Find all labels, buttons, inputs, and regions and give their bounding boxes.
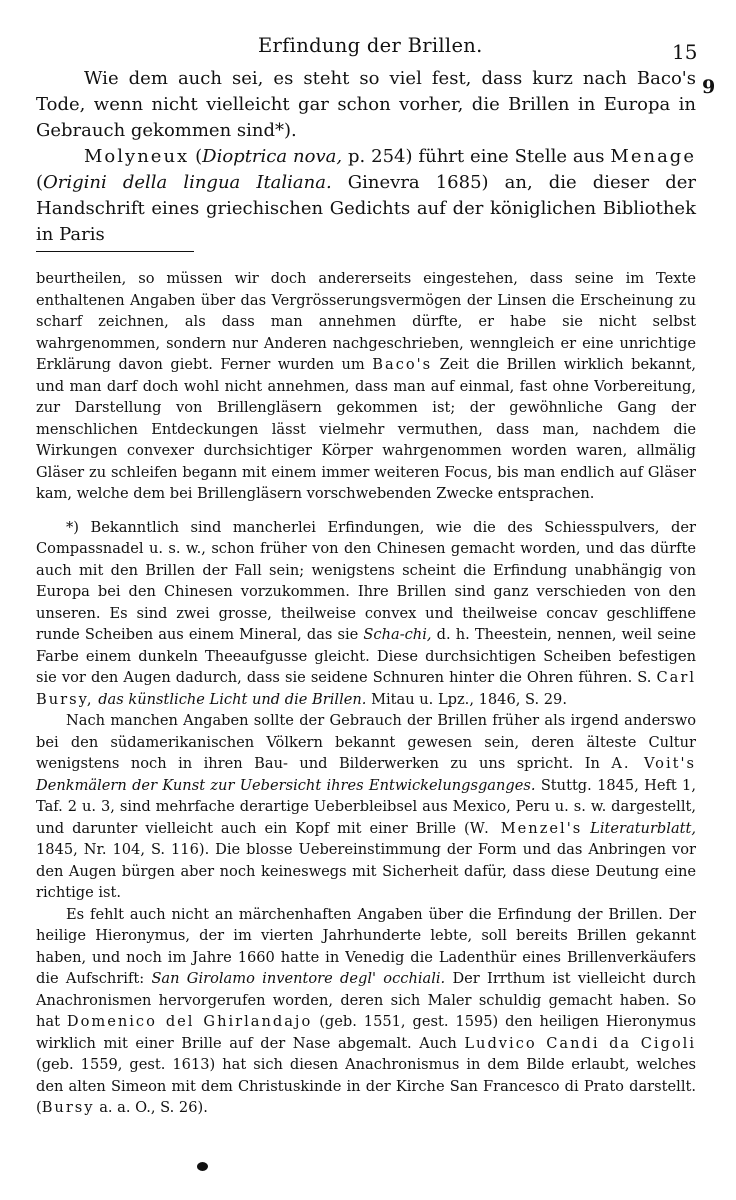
author-name-molyneux: Molyneux	[84, 146, 190, 167]
ink-blot	[197, 1162, 208, 1171]
author-name-baco: Baco's	[372, 356, 433, 373]
footnotes	[36, 268, 696, 1119]
main-text	[36, 66, 696, 248]
author-name-menage: Menage	[610, 146, 696, 167]
main-paragraph-1: Wie dem auch sei, es steht so viel fest, dass kurz nach Baco's Tode, wenn nicht vielleicht gar schon vorher, die Brillen in Europa in Gebrauch gekommen sind*).	[36, 68, 696, 141]
work-title-literaturblatt: Literaturblatt,	[590, 819, 697, 837]
term-scha-chi: Scha-chi,	[363, 626, 432, 643]
author-name-bursy-2: Bursy	[41, 1099, 95, 1116]
work-title-dioptrica: Dioptrica nova,	[202, 146, 343, 167]
work-title-denkmaeler: Denkmälern der Kunst zur Uebersicht ihres Entwickelungsganges.	[36, 776, 536, 794]
shop-inscription: San Girolamo inventore degl' occhiali.	[151, 970, 446, 987]
main-paragraph-2: Molyneux (Dioptrica nova, p. 254) führt eine Stelle aus Menage (Origini della lingua Italiana. Ginevra 1685) an, die dieser der Handschrift eines griechischen Gedichts auf der königlichen Bibliothek in Paris	[36, 146, 696, 245]
author-name-menzel: W. Menzel's	[469, 819, 583, 837]
footnote-gap	[36, 505, 696, 517]
footnote-paragraph-3: Es fehlt auch nicht an märchenhaften Angaben über die Erfindung der Brillen. Der heilige Hieronymus, der im vierten Jahrhunderte lebte, soll bereits Brillen gekannt haben, und noch im Jahre 1660 hatte in Venedig die Ladenthür eines Brillenverkäufers die Aufschrift: San Girolamo inventore degl' occhiali. Der Irrthum ist vielleicht durch Anachronismen hervorgerufen worden, deren sich Maler schuldig gemacht haben. So hat Domenico del Ghirlandajo (geb. 1551, gest. 1595) den heiligen Hieronymus wirklich mit einer Brille auf der Nase abgemalt. Auch Ludvico Candi da Cigoli (geb. 1559, gest. 1613) hat sich diesen Anachronismus in dem Bilde erlaubt, welches den alten Simeon mit dem Christuskinde in der Kirche San Francesco di Prato darstellt. (Bursy a. a. O., S. 26).	[36, 905, 697, 1116]
page-header	[0, 34, 736, 62]
footnote-continuation: beurtheilen, so müssen wir doch andererseits eingestehen, dass seine im Texte enthaltenen Angaben über das Vergrösserungsvermögen der Linsen die Erscheinung zu scharf zeichnen, als dass man annehmen dürfte, er habe sie nicht selbst wahrgenommen, sondern nur Anderen nachgeschrieben, wenngleich er eine unrichtige Erklärung davon giebt. Ferner wurden um Baco's Zeit die Brillen wirklich bekannt, und man darf doch wohl nicht annehmen, dass man auf einmal, fast ohne Vorbereitung, zur Darstellung von Brillengläsern gekommen ist; der gewöhnliche Gang der menschlichen Entdeckungen lässt vielmehr vermuthen, dass man, nachdem die Wirkungen convexer durchsichtiger Körper wahrgenommen worden waren, allmälig Gläser zu schleifen begann mit einem immer weiteren Focus, bis man endlich auf Gläser kam, welche dem bei Brillengläsern vorschwebenden Zwecke entsprachen.	[36, 270, 696, 502]
work-title-bursy: das künstliche Licht und die Brillen.	[98, 690, 367, 708]
author-name-voit: A. Voit's	[611, 755, 696, 772]
painter-name-cigoli: Ludvico Candi da Cigoli	[464, 1034, 696, 1052]
margin-line-number: 9	[702, 76, 716, 98]
footnote-paragraph-2: Nach manchen Angaben sollte der Gebrauch der Brillen früher als irgend anderswo bei den südamerikanischen Völkern bekannt gewesen sein, deren älteste Cultur wenigstens noch in ihren Bau- und Bilderwerken zu uns spricht. In A. Voit's Denkmälern der Kunst zur Uebersicht ihres Entwickelungsganges. Stuttg. 1845, Heft 1, Taf. 2 u. 3, sind mehrfache derartige Ueberbleibsel aus Mexico, Peru u. s. w. dargestellt, und darunter vielleicht auch ein Kopf mit einer Brille (W. Menzel's Literaturblatt, 1845, Nr. 104, S. 116). Die blosse Uebereinstimmung der Form und das Anbringen vor den Augen bürgen aber noch keineswegs mit Sicherheit dafür, dass diese Deutung eine richtige ist.	[36, 712, 697, 901]
running-title: Erfindung der Brillen.	[258, 34, 483, 57]
footnote-divider	[36, 251, 194, 252]
painter-name-ghirlandajo: Domenico del Ghirlandajo	[66, 1013, 313, 1030]
work-title-origini: Origini della lingua Italiana.	[43, 172, 332, 193]
page-number: 15	[672, 40, 698, 64]
author-name-bursy: Carl Bursy,	[36, 669, 696, 708]
footnote-star: *) Bekanntlich sind mancherlei Erfindungen, wie die des Schiesspulvers, der Compassnadel u. s. w., schon früher von den Chinesen gemacht worden, und das dürfte auch mit den Brillen der Fall sein; wenigstens scheint die Erfindung unabhängig von Europa bei den Chinesen vorzukommen. Ihre Brillen sind ganz verschieden von den unseren. Es sind zwei grosse, theilweise convex und theilweise concav geschliffene runde Scheiben aus einem Mineral, das sie Scha-chi, d. h. Theestein, nennen, weil seine Farbe einem dunkeln Theeaufgusse gleicht. Diese durchsichtigen Scheiben befestigen sie vor den Augen dadurch, dass sie seidene Schnuren hinter die Ohren führen. S. Carl Bursy, das künstliche Licht und die Brillen. Mitau u. Lpz., 1846, S. 29.	[36, 518, 697, 708]
